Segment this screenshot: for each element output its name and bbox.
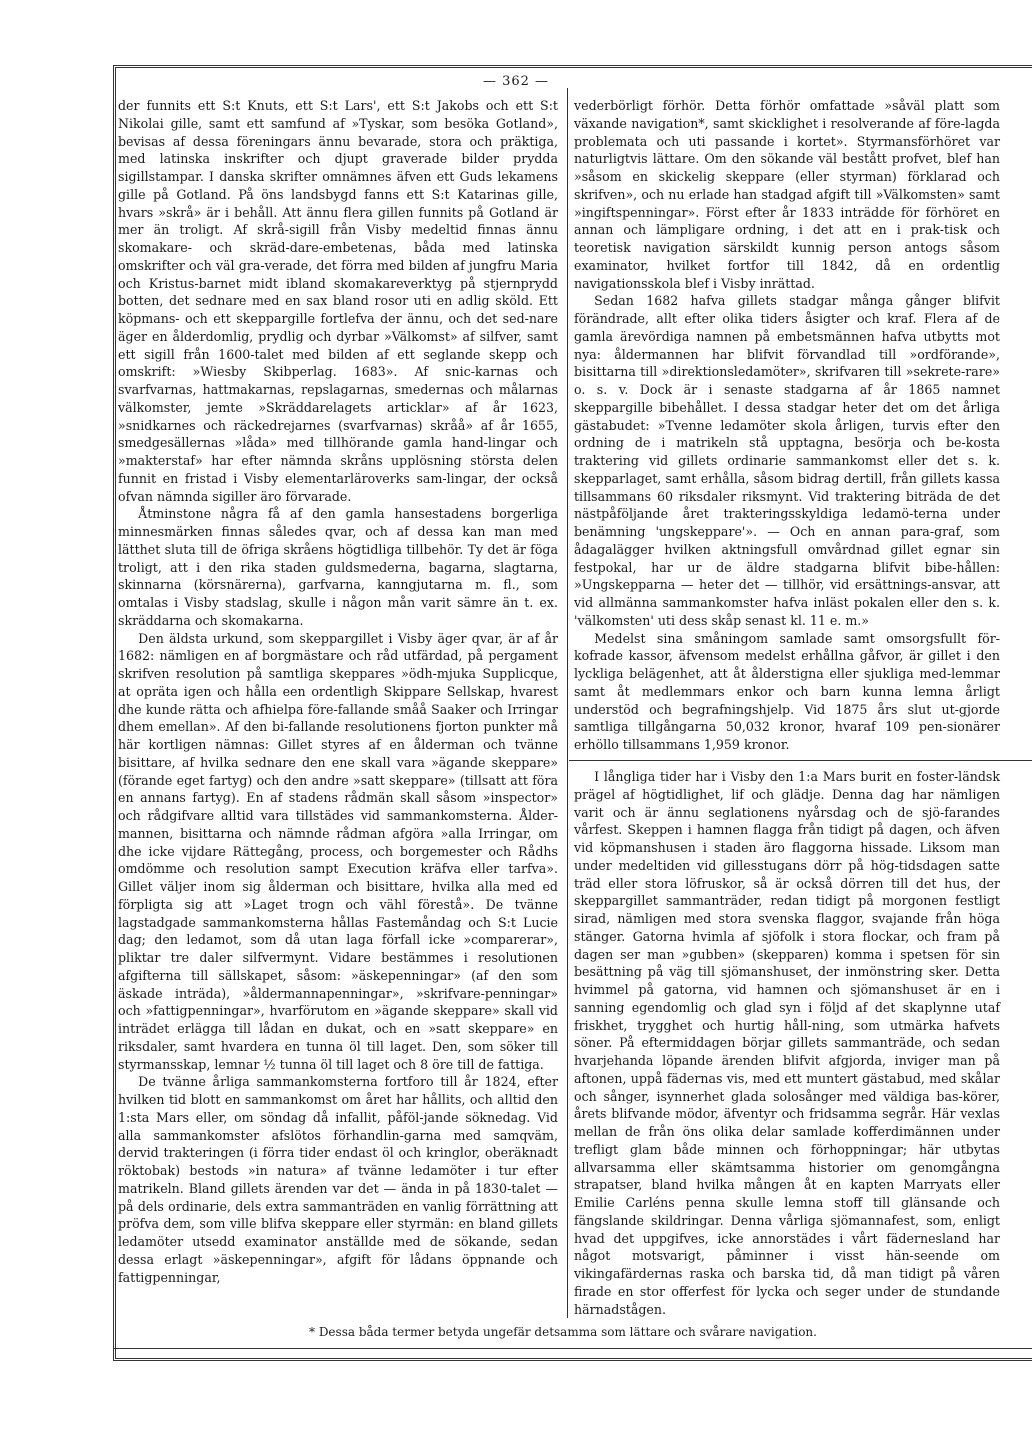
left-column bbox=[118, 97, 558, 1317]
paragraph: Den äldsta urkund, som skeppargillet i Visby äger qvar, är af år 1682: nämligen en af borgmästare och råd utfärdad, på pergament skrifven resolution på samtliga skeppares »ödh-mjuka Supplicque, at opräta igen och hålla een ordentligh Skippare Sellskap, hvarest dhe kunde rätta och afhielpa före-fallande småå Saaker och Irringar dhem emellan». Af den bi-fallande resolutionens fjorton punkter må här kortligen nämnas: Gillet styres af en ålderman och tvänne bisittare, af hvilka sednare den ene skall vara »ägande skeppare» (förande eget fartyg) och den andre »satt skeppare» (tillsatt att föra en annans fartyg). En af stadens rådmän skall såsom »inspector» och rådgifvare alltid vara tillstädes vid sammankomsterna. Ålder-mannen, bisittarna och nämnde rådman afgöra »alla Irringar, om dhe icke vijdare Rättegång, process, och borgemester och Rådhs omdömme och resolution sampt Execution kräfva eller tarfva». Gillet väljer inom sig ålderman och bisittare, hvilka alla med ed förpligta sig att »Laget trogn och vähl förestå». De tvänne lagstadgade sammankomsterna hållas Fastemåndag och S:t Lucie dag; den ledamot, som då utan laga förfall icke »comparerar», pliktar tre daler silfvermynt. Vidare bestämmes i resolutionen afgifterna till sällskapet, såsom: »äskepenningar» (af den som äskade inträda), »åldermannapenningar», »skrifvare-penningar» och »fattigpenningar», hvarförutom en »ägande skeppare» skall vid inträdet erlägga till lådan en dukat, och en »satt skeppare» en riksdaler, samt hvardera en tunna öl till laget. Den, som söker till styrmansskap, lemnar ½ tunna öl till laget och 8 öre till de fattiga. bbox=[118, 630, 558, 1072]
section-rule bbox=[569, 760, 1032, 761]
right-column-top bbox=[574, 97, 1000, 754]
paragraph: Sedan 1682 hafva gillets stadgar många gånger blifvit förändrade, allt efter olika tiders åsigter och kraf. Flera af de gamla ärevördiga namnen på embetsmännen hafva utbytts mot nya: åldermannen har blifvit förvandlad till »ordförande», bisittarna till »direktionsledamöter», skrifvaren till »sekrete-rare» o. s. v. Dock är i senaste stadgarna af år 1865 namnet skeppargille bibehållet. I dessa stadgar heter det om det årliga gästabudet: »Tvenne ledamöter skola årligen, turvis efter den ordning de i matrikeln stå upptagna, besörja och be-kosta traktering vid gillets ordinarie sammankomst eller det s. k. skepparlaget, samt erhålla, såsom bidrag dertill, från gillets kassa tillsammans 60 riksdaler riksmynt. Vid traktering biträda de det nästpåföljande året trakteringsskyldiga ledamö-terna under benämning 'ungskeppare'». — Och en annan para-graf, som ådagalägger hvilken aktningsfull omvårdnad gillet egnar sin festpokal, har ur de äldre stadgarna blifvit bibe-hållen: »Ungskepparna — heter det — tillhör, vid ersättnings-ansvar, att vid allmänna sammankomster hafva inläst pokalen eller den s. k. 'välkomsten' uti dess skåp senast kl. 11 e. m.» bbox=[574, 293, 1000, 628]
paragraph: Medelst sina småningom samlade samt omsorgsfullt för-kofrade kassor, äfvensom medelst erhållna gåfvor, är gillet i den lyckliga belägenhet, att åt ålderstigna eller sjukliga med-lemmar samt åt medlemmars enkor och barn kunna lemna årligt understöd och begrafningshjelp. Vid 1875 års slut ut-gjorde samtliga tillgångarna 50,032 kronor, hvaraf 109 pen-sionärer erhöllo tillsammans 1,959 kronor. bbox=[574, 630, 1000, 752]
right-column-bottom bbox=[574, 768, 1000, 1318]
bottom-rule bbox=[113, 1348, 1032, 1349]
paragraph: vederbörligt förhör. Detta förhör omfattade »såväl platt som växande navigation*, samt skicklighet i resolverande af före-lagda problemata och uti passande i kortet». Styrmansförhöret var naturligtvis lättare. Om den sökande väl bestått profvet, blef han »såsom en skickelig skeppare (eller styrman) förklarad och skrifven», och nu erlade han stadgad afgift till »Välkomsten» samt »ingiftspenningar». Först efter år 1833 inträdde för förhöret en annan och lämpligare ordning, i det att en i prak-tisk och teoretisk navigation särskildt kunnig person antogs såsom examinator, hvilket fortfor till 1842, då en ordentlig navigationsskola blef i Visby inrättad. bbox=[574, 98, 1000, 291]
paragraph: Åtminstone några få af den gamla hansestadens borgerliga minnesmärken finnas således qvar, och af dessa kan man med lätthet sluta till de öfriga skråens högtidliga tillbehör. Ty det är föga troligt, att i den rika staden guldsmederna, bagarna, slagtarna, skinnarna (körsnärerna), garfvarna, kanngjutarna m. fl., som omtalas i Visby stadslag, skulle i någon mån varit sämre än t. ex. skräddarna och skomakarna. bbox=[118, 506, 558, 628]
page-number: — 362 — bbox=[482, 74, 550, 89]
paragraph: De tvänne årliga sammankomsterna fortforo till år 1824, efter hvilken tid blott en sammankomst om året har hållits, och alltid den 1:sta Mars eller, om söndag då infallit, påföl-jande söknedag. Vid alla sammankomster afslötos förhandlin-garna med samqväm, dervid trakteringen (i förra tider endast öl och kringlor, oberäknadt röktobak) bestods »in natura» af tvänne ledamöter i tur efter matrikeln. Bland gillets ärenden var det — ända in på 1830-talet — på dels ordinarie, dels extra sammanträden en vanlig förrättning att pröfva dem, som ville blifva skeppare eller styrmän: en bland gillets ledamöter utsedd examinator anställde med de sökande, sedan dessa erlagt »äskepenningar», afgift för lådans öppnande och fattigpenningar, bbox=[118, 1074, 558, 1285]
paragraph: der funnits ett S:t Knuts, ett S:t Lars', ett S:t Jakobs och ett S:t Nikolai gille, samt ett samfund af »Tyskar, som besöka Gotland», bevisas af dessa föreningars ännu bevarade, stora och präktiga, med latinska inskrifter och djupt graverade bilder prydda sigillstampar. I danska skrifter omnämnes äfven ett Guds lekamens gille på Gotland. På öns landsbygd fanns ett S:t Katarinas gille, hvars »skrå» är i behåll. Att ännu flera gillen funnits på Gotland är mer än troligt. Af skrå-sigill från Visby medeltid finnas ännu skomakare- och skräd-dare-embetenas, båda med latinska omskrifter och väl gra-verade, det förra med bilden af jungfru Maria och Kristus-barnet midt ibland skomakareverktyg på stjernprydd botten, det sednare med en sax bland rosor uti en adlig sköld. Ett köpmans- och ett skeppargille fortlefva der ännu, och det sed-nare äger en ålderdomlig, prydlig och dyrbar »Välkomst» af silfver, samt ett sigill från 1600-talet med bilden af ett seglande skepp och omskrift: »Wiesby Skibperlag. 1683». Af snic-karnas och svarfvarnas, hattmakarnas, repslagarnas, smedernas och målarnas välkomster, jemte »Skräddarelagets articklar» af år 1623, »snidkarnes och räckedrejarnes (svarfvarnas) skråå» af år 1655, smedgesällernas »låda» med tillhörande gamla hand-lingar och »makterstaf» har efter nämnda skråns upplösning största delen funnit en fristad i Visby elementarläroverks sam-lingar, der också ofvan nämnda sigiller äro förvarade. bbox=[118, 98, 558, 504]
column-divider bbox=[567, 88, 568, 1318]
paragraph: I långliga tider har i Visby den 1:a Mars burit en foster-ländsk prägel af högtidlighet, lif och glädje. Denna dag har nämligen varit och är ännu seglationens nyårsdag och de sjö-farandes vårfest. Skeppen i hamnen flagga från tidigt på dagen, och äfven vid köpmanshusen i staden äro flaggorna hissade. Liksom man under medeltiden vid gillesstugans dörr på hög-tidsdagen satte träd eller stora löfruskor, så är också dörren till det hus, der skeppargillet sammanträder, redan tidigt på morgonen festligt sirad, nämligen med stora svenska flaggor, svajande från höga stänger. Gatorna hvimla af sjöfolk i stora flockar, och fram på dagen ser man »gubben» (skepparen) komma i spetsen för sin besättning på väg till sjömanshuset, der inmönstring sker. Detta hvimmel på gatorna, vid hamnen och sjömanshuset är en i sanning egendomlig och glad syn i följd af det skaplynne utaf friskhet, trygghet och hurtig håll-ning, som utmärka hafvets söner. På eftermiddagen börjar gillets sammanträde, och sedan hvarjehanda löpande ärenden blifvit afgjorda, inviger man på aftonen, uppå fädernas vis, med ett muntert gästabud, med skålar och sånger, isynnerhet glada solosånger med väldiga bas-körer, årets blifvande mödor, äfventyr och fridsamma segrår. Här vexlas mellan de från öns olika delar samlade kofferdimännen under trefligt glam både minnen och förhoppningar; här utbytas allvarsamma eller skämtsamma historier om genomgångna strapatser, bland hvilka mången åt en kapten Marryats eller Emilie Carléns penna skulle lemna stoff till glänsande och fängslande skildringar. Denna vårliga sjömannafest, som, enligt hvad det uppgifves, icke annorstädes i vårt fädernesland har något motsvarigt, påminner i visst hän-seende om vikingafärdernas raska och barska tid, då man tidigt på våren firade en stor offerfest för lycka och seger under de stundande härnadstågen. bbox=[574, 769, 1000, 1317]
footnote: * Dessa båda termer betyda ungefär detsamma som lättare och svårare navigation. bbox=[309, 1325, 817, 1339]
